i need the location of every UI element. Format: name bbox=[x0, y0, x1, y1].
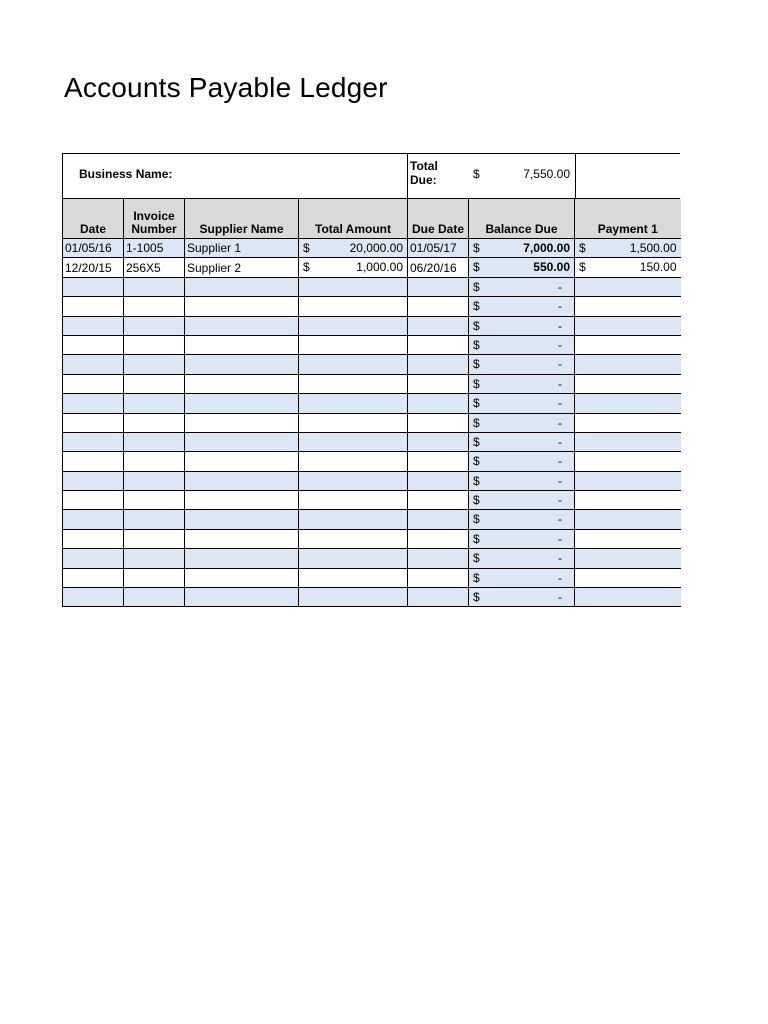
cell-balance-due[interactable] bbox=[469, 568, 575, 587]
currency-symbol: $ bbox=[473, 590, 480, 605]
cell-date[interactable] bbox=[63, 549, 124, 568]
cell-invoice[interactable] bbox=[124, 413, 185, 432]
cell-balance-due[interactable] bbox=[469, 374, 575, 393]
ledger-sheet bbox=[62, 153, 680, 607]
currency-symbol: $ bbox=[473, 260, 480, 275]
cell-total-amount[interactable] bbox=[299, 277, 408, 296]
cell-invoice[interactable] bbox=[124, 297, 185, 316]
cell-invoice[interactable] bbox=[124, 316, 185, 335]
cell-due-date[interactable] bbox=[408, 549, 469, 568]
cell-total-amount[interactable] bbox=[299, 394, 408, 413]
cell-supplier[interactable] bbox=[185, 394, 299, 413]
cell-due-date[interactable] bbox=[408, 316, 469, 335]
cell-total-amount[interactable] bbox=[299, 316, 408, 335]
cell-date[interactable] bbox=[63, 432, 124, 451]
cell-invoice[interactable] bbox=[124, 549, 185, 568]
cell-invoice[interactable] bbox=[124, 277, 185, 296]
currency-symbol: $ bbox=[473, 376, 480, 391]
table-row bbox=[63, 491, 681, 510]
balance-due-value: - bbox=[558, 590, 562, 605]
cell-balance-due[interactable] bbox=[469, 510, 575, 529]
cell-payment-1[interactable] bbox=[575, 432, 681, 451]
cell-balance-due[interactable] bbox=[469, 297, 575, 316]
cell-due-date[interactable] bbox=[408, 335, 469, 354]
col-invoice-number bbox=[124, 199, 185, 239]
cell-payment-1[interactable] bbox=[575, 277, 681, 296]
col-invoice-line2: Number bbox=[131, 222, 177, 236]
cell-balance-due[interactable] bbox=[469, 549, 575, 568]
cell-date[interactable] bbox=[63, 529, 124, 548]
cell-date[interactable] bbox=[63, 413, 124, 432]
balance-due-value: - bbox=[558, 357, 562, 372]
total-due-label-line2: Due: bbox=[410, 173, 437, 187]
cell-balance-due[interactable] bbox=[469, 529, 575, 548]
cell-date[interactable] bbox=[63, 277, 124, 296]
cell-invoice[interactable] bbox=[124, 588, 185, 607]
table-row bbox=[63, 316, 681, 335]
cell-supplier[interactable] bbox=[185, 316, 299, 335]
cell-balance-due[interactable] bbox=[469, 335, 575, 354]
divider bbox=[575, 154, 576, 198]
table-row bbox=[63, 297, 681, 316]
cell-due-date[interactable] bbox=[408, 491, 469, 510]
table-row bbox=[63, 529, 681, 548]
cell-supplier[interactable] bbox=[185, 471, 299, 490]
cell-supplier[interactable] bbox=[185, 335, 299, 354]
balance-due-value: - bbox=[558, 493, 562, 508]
cell-supplier[interactable] bbox=[185, 588, 299, 607]
cell-balance-due[interactable] bbox=[469, 471, 575, 490]
cell-date[interactable] bbox=[63, 452, 124, 471]
table-row bbox=[63, 432, 681, 451]
cell-total-amount[interactable] bbox=[299, 549, 408, 568]
business-name-label: Business Name: bbox=[79, 167, 173, 181]
cell-due-date[interactable] bbox=[408, 277, 469, 296]
cell-date[interactable] bbox=[63, 394, 124, 413]
cell-payment-1[interactable] bbox=[575, 471, 681, 490]
cell-total-amount[interactable] bbox=[299, 413, 408, 432]
balance-due-value: - bbox=[558, 551, 562, 566]
ledger-table bbox=[62, 199, 681, 607]
cell-due-date[interactable] bbox=[408, 413, 469, 432]
cell-supplier[interactable] bbox=[185, 432, 299, 451]
balance-due-value: - bbox=[558, 279, 562, 294]
table-row bbox=[63, 549, 681, 568]
cell-invoice[interactable] bbox=[124, 432, 185, 451]
cell-total-amount[interactable] bbox=[299, 432, 408, 451]
cell-date[interactable] bbox=[63, 471, 124, 490]
cell-supplier[interactable] bbox=[185, 510, 299, 529]
cell-total-amount[interactable] bbox=[299, 335, 408, 354]
table-row bbox=[63, 510, 681, 529]
table-row bbox=[63, 394, 681, 413]
currency-symbol: $ bbox=[473, 473, 480, 488]
cell-payment-1[interactable] bbox=[575, 413, 681, 432]
table-row bbox=[63, 452, 681, 471]
currency-symbol: $ bbox=[303, 260, 310, 275]
cell-balance-due[interactable] bbox=[469, 316, 575, 335]
total-due-currency: $ bbox=[473, 167, 480, 181]
cell-supplier[interactable] bbox=[185, 529, 299, 548]
table-row bbox=[63, 471, 681, 490]
currency-symbol: $ bbox=[473, 318, 480, 333]
cell-payment-1[interactable] bbox=[575, 549, 681, 568]
cell-balance-due[interactable] bbox=[469, 355, 575, 374]
page-title: Accounts Payable Ledger bbox=[64, 72, 388, 103]
table-row bbox=[63, 413, 681, 432]
cell-date[interactable]: 12/20/15 bbox=[63, 258, 124, 277]
cell-total-amount[interactable] bbox=[299, 510, 408, 529]
currency-symbol: $ bbox=[473, 531, 480, 546]
col-invoice-line1: Invoice bbox=[133, 209, 175, 223]
cell-total-amount[interactable] bbox=[299, 452, 408, 471]
cell-due-date[interactable] bbox=[408, 394, 469, 413]
cell-total-amount[interactable] bbox=[299, 239, 408, 258]
cell-supplier[interactable] bbox=[185, 413, 299, 432]
table-row bbox=[63, 258, 681, 277]
currency-symbol: $ bbox=[473, 357, 480, 372]
balance-due-value: - bbox=[558, 512, 562, 527]
cell-invoice[interactable] bbox=[124, 335, 185, 354]
table-row bbox=[63, 588, 681, 607]
table-row bbox=[63, 568, 681, 587]
currency-symbol: $ bbox=[303, 241, 310, 255]
cell-supplier[interactable] bbox=[185, 549, 299, 568]
cell-due-date[interactable] bbox=[408, 452, 469, 471]
table-row bbox=[63, 239, 681, 258]
cell-invoice[interactable] bbox=[124, 510, 185, 529]
balance-due-value: - bbox=[558, 531, 562, 546]
currency-symbol: $ bbox=[473, 279, 480, 294]
total-amount-value: 20,000.00 bbox=[349, 241, 403, 255]
divider bbox=[407, 154, 408, 198]
cell-supplier[interactable] bbox=[185, 452, 299, 471]
currency-symbol: $ bbox=[579, 260, 586, 275]
cell-total-amount[interactable] bbox=[299, 529, 408, 548]
table-row bbox=[63, 335, 681, 354]
cell-supplier[interactable] bbox=[185, 491, 299, 510]
cell-date[interactable] bbox=[63, 568, 124, 587]
balance-due-value: 550.00 bbox=[533, 260, 570, 275]
col-supplier-name: Supplier Name bbox=[185, 199, 299, 239]
balance-due-value: - bbox=[558, 299, 562, 314]
cell-invoice[interactable] bbox=[124, 491, 185, 510]
balance-due-value: - bbox=[558, 376, 562, 391]
currency-symbol: $ bbox=[473, 454, 480, 469]
header-row bbox=[63, 199, 681, 239]
cell-total-amount[interactable] bbox=[299, 355, 408, 374]
cell-payment-1[interactable] bbox=[575, 355, 681, 374]
balance-due-value: - bbox=[558, 337, 562, 352]
cell-supplier[interactable]: Supplier 2 bbox=[185, 258, 299, 277]
cell-date[interactable] bbox=[63, 588, 124, 607]
table-row bbox=[63, 374, 681, 393]
currency-symbol: $ bbox=[473, 551, 480, 566]
cell-due-date[interactable] bbox=[408, 529, 469, 548]
cell-total-amount[interactable] bbox=[299, 374, 408, 393]
balance-due-value: - bbox=[558, 396, 562, 411]
cell-payment-1[interactable] bbox=[575, 316, 681, 335]
cell-supplier[interactable]: Supplier 1 bbox=[185, 239, 299, 258]
cell-total-amount[interactable] bbox=[299, 297, 408, 316]
cell-total-amount[interactable] bbox=[299, 258, 408, 277]
cell-invoice[interactable]: 1-1005 bbox=[124, 239, 185, 258]
cell-due-date[interactable] bbox=[408, 432, 469, 451]
cell-payment-1[interactable] bbox=[575, 588, 681, 607]
balance-due-value: - bbox=[558, 415, 562, 430]
cell-invoice[interactable] bbox=[124, 355, 185, 374]
currency-symbol: $ bbox=[473, 570, 480, 585]
currency-symbol: $ bbox=[579, 241, 586, 255]
cell-date[interactable] bbox=[63, 355, 124, 374]
cell-invoice[interactable] bbox=[124, 394, 185, 413]
cell-payment-1[interactable] bbox=[575, 335, 681, 354]
table-row bbox=[63, 355, 681, 374]
cell-balance-due[interactable] bbox=[469, 258, 575, 277]
currency-symbol: $ bbox=[473, 299, 480, 314]
cell-payment-1[interactable] bbox=[575, 239, 681, 258]
currency-symbol: $ bbox=[473, 493, 480, 508]
cell-due-date[interactable] bbox=[408, 374, 469, 393]
balance-due-value: - bbox=[558, 454, 562, 469]
cell-due-date[interactable] bbox=[408, 588, 469, 607]
currency-symbol: $ bbox=[473, 337, 480, 352]
col-date: Date bbox=[63, 199, 124, 239]
cell-supplier[interactable] bbox=[185, 355, 299, 374]
info-band bbox=[62, 153, 680, 199]
cell-payment-1[interactable] bbox=[575, 510, 681, 529]
cell-due-date[interactable] bbox=[408, 355, 469, 374]
cell-balance-due[interactable] bbox=[469, 452, 575, 471]
total-due-label bbox=[410, 159, 438, 187]
cell-supplier[interactable] bbox=[185, 277, 299, 296]
cell-balance-due[interactable] bbox=[469, 413, 575, 432]
cell-supplier[interactable] bbox=[185, 297, 299, 316]
cell-date[interactable]: 01/05/16 bbox=[63, 239, 124, 258]
cell-supplier[interactable] bbox=[185, 374, 299, 393]
currency-symbol: $ bbox=[473, 241, 480, 255]
cell-supplier[interactable] bbox=[185, 568, 299, 587]
balance-due-value: - bbox=[558, 570, 562, 585]
cell-invoice[interactable] bbox=[124, 452, 185, 471]
cell-balance-due[interactable] bbox=[469, 239, 575, 258]
cell-invoice[interactable] bbox=[124, 374, 185, 393]
cell-balance-due[interactable] bbox=[469, 588, 575, 607]
cell-date[interactable] bbox=[63, 316, 124, 335]
currency-symbol: $ bbox=[473, 415, 480, 430]
cell-invoice[interactable] bbox=[124, 529, 185, 548]
cell-balance-due[interactable] bbox=[469, 394, 575, 413]
cell-payment-1[interactable] bbox=[575, 394, 681, 413]
cell-payment-1[interactable] bbox=[575, 452, 681, 471]
table-row bbox=[63, 277, 681, 296]
cell-total-amount[interactable] bbox=[299, 568, 408, 587]
cell-due-date[interactable] bbox=[408, 471, 469, 490]
payment-1-value: 1,500.00 bbox=[629, 241, 677, 255]
ledger-body bbox=[63, 239, 681, 607]
total-due-value: 7,550.00 bbox=[523, 167, 570, 181]
total-due-label-line1: Total bbox=[410, 159, 438, 173]
cell-total-amount[interactable] bbox=[299, 491, 408, 510]
balance-due-value: 7,000.00 bbox=[523, 241, 570, 255]
cell-balance-due[interactable] bbox=[469, 491, 575, 510]
col-total-amount: Total Amount bbox=[299, 199, 408, 239]
cell-date[interactable] bbox=[63, 491, 124, 510]
cell-due-date[interactable] bbox=[408, 568, 469, 587]
cell-date[interactable] bbox=[63, 510, 124, 529]
cell-date[interactable] bbox=[63, 335, 124, 354]
cell-invoice[interactable] bbox=[124, 568, 185, 587]
cell-due-date[interactable] bbox=[408, 297, 469, 316]
col-payment-1: Payment 1 bbox=[575, 199, 681, 239]
cell-total-amount[interactable] bbox=[299, 471, 408, 490]
cell-payment-1[interactable] bbox=[575, 297, 681, 316]
cell-payment-1[interactable] bbox=[575, 258, 681, 277]
cell-balance-due[interactable] bbox=[469, 432, 575, 451]
cell-payment-1[interactable] bbox=[575, 374, 681, 393]
currency-symbol: $ bbox=[473, 434, 480, 449]
currency-symbol: $ bbox=[473, 512, 480, 527]
balance-due-value: - bbox=[558, 434, 562, 449]
cell-payment-1[interactable] bbox=[575, 491, 681, 510]
cell-date[interactable] bbox=[63, 297, 124, 316]
col-due-date: Due Date bbox=[408, 199, 469, 239]
cell-total-amount[interactable] bbox=[299, 588, 408, 607]
balance-due-value: - bbox=[558, 473, 562, 488]
cell-due-date[interactable]: 01/05/17 bbox=[408, 239, 469, 258]
balance-due-value: - bbox=[558, 318, 562, 333]
payment-1-value: 150.00 bbox=[639, 260, 677, 275]
cell-date[interactable] bbox=[63, 374, 124, 393]
cell-invoice[interactable]: 256X5 bbox=[124, 258, 185, 277]
cell-payment-1[interactable] bbox=[575, 529, 681, 548]
cell-due-date[interactable]: 06/20/16 bbox=[408, 258, 469, 277]
cell-balance-due[interactable] bbox=[469, 277, 575, 296]
currency-symbol: $ bbox=[473, 396, 480, 411]
cell-payment-1[interactable] bbox=[575, 568, 681, 587]
col-balance-due: Balance Due bbox=[469, 199, 575, 239]
cell-invoice[interactable] bbox=[124, 471, 185, 490]
cell-due-date[interactable] bbox=[408, 510, 469, 529]
total-amount-value: 1,000.00 bbox=[356, 260, 403, 275]
